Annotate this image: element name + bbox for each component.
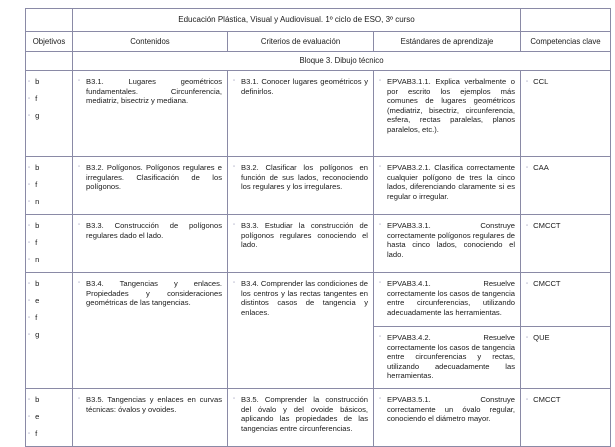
criterio-cell	[228, 215, 374, 273]
curriculum-document	[25, 8, 610, 447]
estandar-cell	[374, 389, 521, 447]
criterio-cell	[228, 157, 374, 215]
competencia-cell	[521, 157, 611, 215]
criterio-text: B3.3. Estudiar la construcción de polígonos regulares conociendo el lado.	[241, 221, 368, 250]
contenido-cell	[73, 389, 228, 447]
competencia-cell	[521, 327, 611, 389]
title-row	[26, 9, 611, 32]
contenido-cell	[73, 71, 228, 157]
bullet-icon: ▫	[233, 164, 236, 170]
objetivos-cell	[26, 273, 73, 389]
table-title: Educación Plástica, Visual y Audiovisual. 1º ciclo de ESO, 3º curso	[73, 9, 521, 32]
column-header-criterios: Criterios de evaluación	[228, 32, 374, 52]
estandar-text: EPVAB3.3.1. Construye correctamente polígonos regulares de hasta cinco lados, conociendo el lado.	[387, 221, 516, 259]
criterio-cell	[228, 389, 374, 447]
bullet-icon: ▫	[78, 164, 81, 170]
table-row	[26, 389, 611, 447]
competencia-text: CMCCT	[533, 279, 561, 288]
objetivo-item: ▫ n	[28, 255, 72, 272]
contenido-cell	[73, 157, 228, 215]
objetivo-item: ▫ b	[28, 279, 72, 296]
estandar-text: EPVAB3.5.1. Construye correctamente un óvalo regular, conociendo el diámetro mayor.	[387, 395, 516, 424]
objetivos-cell	[26, 215, 73, 273]
contenido-text: B3.1. Lugares geométricos fundamentales. Circunferencia, mediatriz, bisectriz y mediana.	[86, 77, 222, 106]
competencia-text: CMCCT	[533, 395, 561, 404]
objetivo-item: ▫ n	[28, 197, 72, 214]
competencia-text: QUE	[533, 333, 550, 342]
objetivo-item: ▫ b	[28, 163, 72, 180]
column-header-estandares: Estándares de aprendizaje	[374, 32, 521, 52]
estandar-cell	[374, 215, 521, 273]
estandar-cell	[374, 157, 521, 215]
estandar-text: EPVAB3.1.1. Explica verbalmente o por escrito los ejemplos más comunes de lugares geométricos (mediatriz, bisectriz, circunferencia, esfera, rectas paralelas, planos paralelos, etc.).	[387, 77, 516, 134]
competencia-cell	[521, 273, 611, 327]
objetivo-item: ▫ g	[28, 330, 72, 347]
bullet-icon: ▫	[379, 280, 382, 286]
title-empty-cell	[26, 9, 73, 32]
criterio-text: B3.2. Clasificar los polígonos en función de sus lados, reconociendo los regulares y los irregulares.	[241, 163, 368, 192]
competencia-text: CAA	[533, 163, 549, 172]
objetivos-cell	[26, 389, 73, 447]
estandar-text: EPVAB3.2.1. Clasifica correctamente cualquier polígono de tres la cinco lados, diferenciando claramente si es regular o irregular.	[387, 163, 516, 201]
table-row	[26, 157, 611, 215]
bloque-row	[26, 52, 611, 71]
bullet-icon: ▫	[526, 397, 529, 403]
estandar-cell	[374, 71, 521, 157]
bullet-icon: ▫	[233, 396, 236, 402]
competencia-cell	[521, 389, 611, 447]
competencia-text: CCL	[533, 77, 549, 86]
estandar-cell	[374, 273, 521, 327]
objetivo-item: ▫ b	[28, 77, 72, 94]
bullet-icon: ▫	[78, 280, 81, 286]
objetivo-item: ▫ g	[28, 111, 72, 128]
bullet-icon: ▫	[526, 223, 529, 229]
contenido-text: B3.3. Construcción de polígonos regulares dado el lado.	[86, 221, 222, 240]
bullet-icon: ▫	[379, 334, 382, 340]
bullet-icon: ▫	[379, 164, 382, 170]
criterio-text: B3.1. Conocer lugares geométricos y definirlos.	[241, 77, 368, 96]
objetivo-item: ▫ b	[28, 221, 72, 238]
bullet-icon: ▫	[526, 79, 529, 85]
bullet-icon: ▫	[78, 396, 81, 402]
contenido-text: B3.2. Polígonos. Polígonos regulares e irregulares. Clasificación de los polígonos.	[86, 163, 222, 192]
objetivo-item: ▫ f	[28, 313, 72, 330]
bullet-icon: ▫	[379, 78, 382, 84]
column-header-contenidos: Contenidos	[73, 32, 228, 52]
objetivo-item: ▫ f	[28, 94, 72, 111]
column-header-row	[26, 32, 611, 52]
criterio-text: B3.5. Comprender la construcción del óvalo y del ovoide básicos, aplicando las propiedades de las tangencias entre circunferencias.	[241, 395, 368, 433]
criterio-cell	[228, 71, 374, 157]
contenido-cell	[73, 215, 228, 273]
competencia-cell	[521, 215, 611, 273]
bullet-icon: ▫	[379, 222, 382, 228]
objetivo-item: ▫ e	[28, 412, 72, 429]
curriculum-table	[25, 8, 611, 447]
objetivo-item: ▫ f	[28, 429, 72, 446]
bullet-icon: ▫	[233, 78, 236, 84]
bullet-icon: ▫	[379, 396, 382, 402]
objetivo-item: ▫ f	[28, 180, 72, 197]
criterio-text: B3.4. Comprender las condiciones de los centros y las rectas tangentes en distintos casos de tangencia y enlaces.	[241, 279, 368, 317]
contenido-text: B3.4. Tangencias y enlaces. Propiedades y consideraciones geométricas de las tangencias.	[86, 279, 222, 308]
estandar-text: EPVAB3.4.2. Resuelve correctamente los casos de tangencia entre circunferencias y rectas, utilizando adecuadamente las herramientas.	[387, 333, 516, 381]
estandar-cell	[374, 327, 521, 389]
objetivo-item: ▫ b	[28, 395, 72, 412]
bullet-icon: ▫	[526, 335, 529, 341]
table-row	[26, 273, 611, 327]
bullet-icon: ▫	[526, 165, 529, 171]
title-empty-cell-right	[521, 9, 611, 32]
contenido-cell	[73, 273, 228, 389]
table-row	[26, 215, 611, 273]
objetivo-item: ▫ e	[28, 296, 72, 313]
bloque-empty-cell	[26, 52, 73, 71]
competencia-cell	[521, 71, 611, 157]
column-header-competencias: Competencias clave	[521, 32, 611, 52]
objetivo-item: ▫ f	[28, 238, 72, 255]
estandar-text: EPVAB3.4.1. Resuelve correctamente los casos de tangencia entre circunferencias, utilizando adecuadamente las herramientas.	[387, 279, 516, 317]
bullet-icon: ▫	[78, 222, 81, 228]
bullet-icon: ▫	[233, 280, 236, 286]
bloque-title: Bloque 3. Dibujo técnico	[73, 52, 611, 71]
criterio-cell	[228, 273, 374, 389]
contenido-text: B3.5. Tangencias y enlaces en curvas técnicas: óvalos y ovoides.	[86, 395, 222, 414]
bullet-icon: ▫	[78, 78, 81, 84]
bullet-icon: ▫	[233, 222, 236, 228]
competencia-text: CMCCT	[533, 221, 561, 230]
objetivos-cell	[26, 71, 73, 157]
column-header-objetivos: Objetivos	[26, 32, 73, 52]
bullet-icon: ▫	[526, 281, 529, 287]
table-row	[26, 71, 611, 157]
objetivos-cell	[26, 157, 73, 215]
